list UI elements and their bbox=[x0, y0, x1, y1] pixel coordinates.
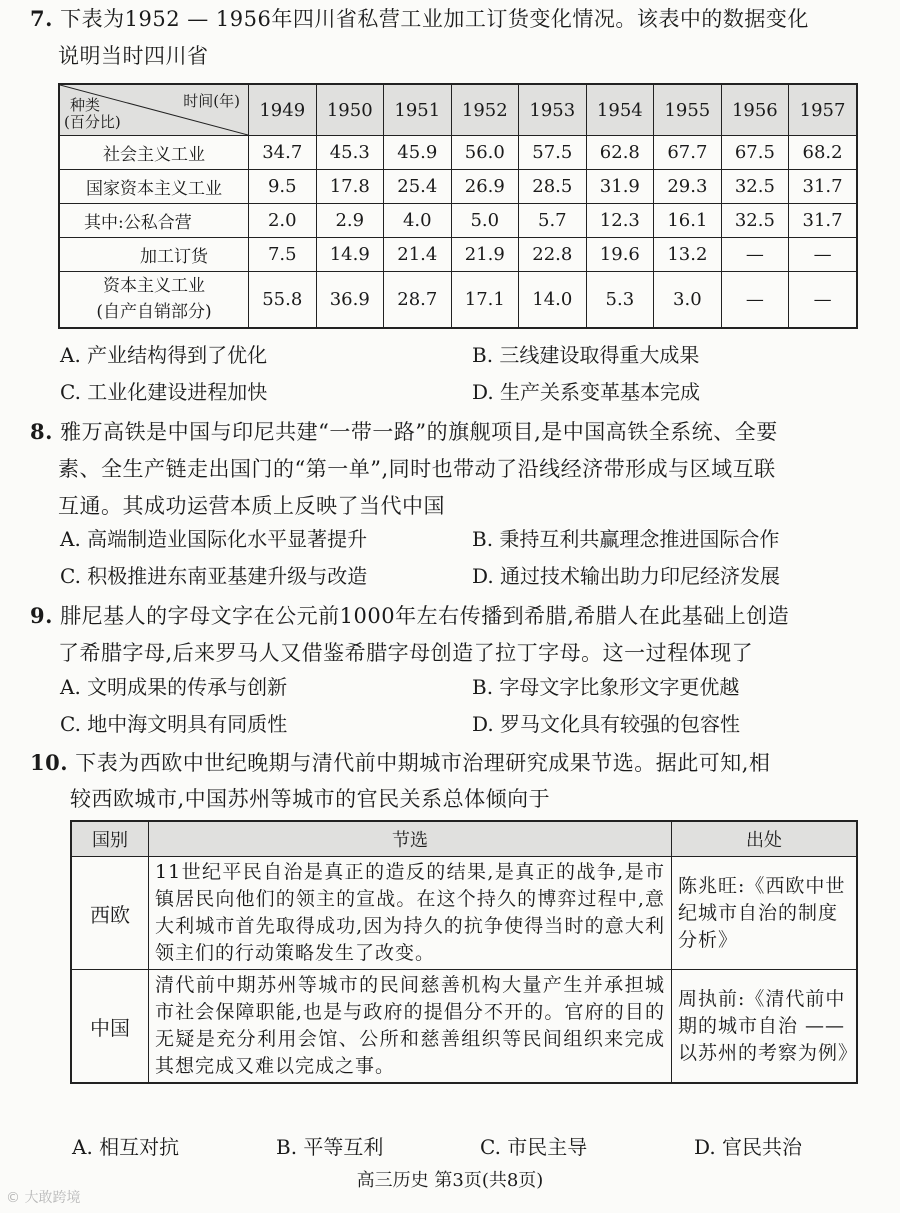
table-cell: 21.9 bbox=[451, 238, 519, 272]
table-cell: 16.1 bbox=[654, 204, 722, 238]
q7-header-time-label: 时间(年) bbox=[183, 92, 240, 110]
row-label: 其中:公私合营 bbox=[59, 204, 249, 238]
q10-stem-line2: 较西欧城市,中国苏州等城市的官民关系总体倾向于 bbox=[70, 787, 551, 811]
q10-stem-line1: 10. 下表为西欧中世纪晚期与清代前中期城市治理研究成果节选。据此可知,相 bbox=[30, 750, 771, 775]
q10-excerpt-table bbox=[70, 820, 858, 1084]
q10-option-c[interactable]: C. 市民主导 bbox=[480, 1135, 588, 1159]
table-row bbox=[59, 170, 857, 204]
table-cell: — bbox=[721, 272, 789, 328]
q7-year-header: 1954 bbox=[586, 84, 654, 136]
table-cell: 34.7 bbox=[249, 136, 317, 170]
table-cell: 62.8 bbox=[586, 136, 654, 170]
table-cell: 22.8 bbox=[519, 238, 587, 272]
q7-year-header: 1955 bbox=[654, 84, 722, 136]
q7-option-a[interactable]: A. 产业结构得到了优化 bbox=[60, 343, 268, 367]
q7-data-table bbox=[58, 83, 858, 329]
country-cell: 中国 bbox=[71, 970, 149, 1084]
q7-year-header: 1949 bbox=[249, 84, 317, 136]
q8-option-d[interactable]: D. 通过技术输出助力印尼经济发展 bbox=[472, 564, 781, 588]
q9-option-a[interactable]: A. 文明成果的传承与创新 bbox=[60, 675, 288, 699]
q7-year-header: 1950 bbox=[316, 84, 384, 136]
table-cell: 26.9 bbox=[451, 170, 519, 204]
q7-table-diagonal-header bbox=[59, 84, 249, 136]
table-cell: 28.5 bbox=[519, 170, 587, 204]
table-cell: — bbox=[789, 238, 857, 272]
table-row bbox=[59, 136, 857, 170]
page-footer: 高三历史 第3页(共8页) bbox=[356, 1170, 544, 1191]
table-cell: 5.3 bbox=[586, 272, 654, 328]
table-cell: 31.7 bbox=[789, 204, 857, 238]
table-cell: 31.9 bbox=[586, 170, 654, 204]
table-row bbox=[59, 272, 857, 328]
table-cell: 4.0 bbox=[384, 204, 452, 238]
table-cell: 32.5 bbox=[721, 204, 789, 238]
table-cell: 29.3 bbox=[654, 170, 722, 204]
q8-option-b[interactable]: B. 秉持互利共赢理念推进国际合作 bbox=[472, 527, 780, 551]
table-row bbox=[71, 857, 857, 970]
q9-option-d[interactable]: D. 罗马文化具有较强的包容性 bbox=[472, 712, 741, 736]
q7-table-header-row bbox=[59, 84, 857, 136]
q7-option-b[interactable]: B. 三线建设取得重大成果 bbox=[472, 343, 700, 367]
q9-number: 9. bbox=[30, 603, 53, 628]
excerpt-cell: 11世纪平民自治是真正的造反的结果,是真正的战争,是市镇居民向他们的领主的宣战。在这个持久的博弈过程中,意大利城市首先取得成功,因为持久的抗争使得当时的意大利领主们的行动策略发生了改变。 bbox=[149, 857, 672, 970]
table-cell: 67.7 bbox=[654, 136, 722, 170]
table-cell: 17.8 bbox=[316, 170, 384, 204]
table-cell: 2.0 bbox=[249, 204, 317, 238]
q7-option-d[interactable]: D. 生产关系变革基本完成 bbox=[472, 380, 701, 404]
excerpt-cell: 清代前中期苏州等城市的民间慈善机构大量产生并承担城市社会保障职能,也是与政府的提倡分不开的。官府的目的无疑是充分利用会馆、公所和慈善组织等民间组织来完成其想完成又难以完成之事。 bbox=[149, 970, 672, 1084]
q10-option-a[interactable]: A. 相互对抗 bbox=[72, 1135, 180, 1159]
table-cell: 28.7 bbox=[384, 272, 452, 328]
q10-option-b[interactable]: B. 平等互利 bbox=[276, 1135, 384, 1159]
q7-header-category-label: 种类 (百分比) bbox=[64, 96, 121, 131]
q7-stem-line1: 7. 下表为1952 — 1956年四川省私营工业加工订货变化情况。该表中的数据变化 bbox=[30, 6, 809, 31]
q9-stem-line1: 9. 腓尼基人的字母文字在公元前1000年左右传播到希腊,希腊人在此基础上创造 bbox=[30, 603, 790, 628]
table-cell: 68.2 bbox=[789, 136, 857, 170]
table-row bbox=[71, 970, 857, 1084]
table-cell: 2.9 bbox=[316, 204, 384, 238]
row-label: 社会主义工业 bbox=[59, 136, 249, 170]
q8-stem-line2: 素、全生产链走出国门的“第一单”,同时也带动了沿线经济带形成与区域互联 bbox=[58, 457, 776, 481]
q9-option-c[interactable]: C. 地中海文明具有同质性 bbox=[60, 712, 288, 736]
table-cell: 7.5 bbox=[249, 238, 317, 272]
q7-year-header: 1957 bbox=[789, 84, 857, 136]
q7-year-header: 1951 bbox=[384, 84, 452, 136]
q10-header-country: 国别 bbox=[71, 821, 149, 857]
table-cell: — bbox=[721, 238, 789, 272]
table-cell: 12.3 bbox=[586, 204, 654, 238]
country-cell: 西欧 bbox=[71, 857, 149, 970]
table-cell: 5.0 bbox=[451, 204, 519, 238]
table-cell: 9.5 bbox=[249, 170, 317, 204]
table-cell: 45.9 bbox=[384, 136, 452, 170]
row-label: 资本主义工业 (自产自销部分) bbox=[59, 272, 249, 328]
table-cell: 31.7 bbox=[789, 170, 857, 204]
table-cell: 45.3 bbox=[316, 136, 384, 170]
q7-stem-line2: 说明当时四川省 bbox=[58, 44, 209, 68]
table-cell: 25.4 bbox=[384, 170, 452, 204]
table-cell: 36.9 bbox=[316, 272, 384, 328]
table-cell: 56.0 bbox=[451, 136, 519, 170]
q8-option-c[interactable]: C. 积极推进东南亚基建升级与改造 bbox=[60, 564, 368, 588]
q8-stem-line1: 8. 雅万高铁是中国与印尼共建“一带一路”的旗舰项目,是中国高铁全系统、全要 bbox=[30, 419, 778, 444]
watermark: © 大敢跨境 bbox=[6, 1190, 81, 1206]
q10-header-source: 出处 bbox=[672, 821, 858, 857]
table-row bbox=[59, 238, 857, 272]
q7-year-header: 1952 bbox=[451, 84, 519, 136]
source-cell: 周执前:《清代前中期的城市自治 —— 以苏州的考察为例》 bbox=[672, 970, 858, 1084]
q10-option-d[interactable]: D. 官民共治 bbox=[694, 1135, 803, 1159]
q9-stem-line2: 了希腊字母,后来罗马人又借鉴希腊字母创造了拉丁字母。这一过程体现了 bbox=[58, 641, 754, 665]
q8-stem-line3: 互通。其成功运营本质上反映了当代中国 bbox=[58, 494, 445, 518]
table-cell: 3.0 bbox=[654, 272, 722, 328]
q7-year-header: 1953 bbox=[519, 84, 587, 136]
row-label: 加工订货 bbox=[59, 238, 249, 272]
table-cell: 67.5 bbox=[721, 136, 789, 170]
table-cell: 14.9 bbox=[316, 238, 384, 272]
table-cell: 32.5 bbox=[721, 170, 789, 204]
table-cell: — bbox=[789, 272, 857, 328]
table-cell: 13.2 bbox=[654, 238, 722, 272]
q9-option-b[interactable]: B. 字母文字比象形文字更优越 bbox=[472, 675, 740, 699]
table-cell: 57.5 bbox=[519, 136, 587, 170]
q10-table-header-row bbox=[71, 821, 857, 857]
q7-number: 7. bbox=[30, 6, 53, 31]
watermark-logo-icon: © bbox=[6, 1190, 20, 1206]
q10-header-excerpt: 节选 bbox=[149, 821, 672, 857]
table-cell: 14.0 bbox=[519, 272, 587, 328]
table-cell: 5.7 bbox=[519, 204, 587, 238]
table-cell: 21.4 bbox=[384, 238, 452, 272]
table-row bbox=[59, 204, 857, 238]
q7-option-c[interactable]: C. 工业化建设进程加快 bbox=[60, 380, 268, 404]
q8-number: 8. bbox=[30, 419, 53, 444]
q8-option-a[interactable]: A. 高端制造业国际化水平显著提升 bbox=[60, 527, 368, 551]
source-cell: 陈兆旺:《西欧中世纪城市自治的制度分析》 bbox=[672, 857, 858, 970]
table-cell: 17.1 bbox=[451, 272, 519, 328]
row-label: 国家资本主义工业 bbox=[59, 170, 249, 204]
table-cell: 19.6 bbox=[586, 238, 654, 272]
q7-year-header: 1956 bbox=[721, 84, 789, 136]
table-cell: 55.8 bbox=[249, 272, 317, 328]
q10-number: 10. bbox=[30, 750, 69, 775]
